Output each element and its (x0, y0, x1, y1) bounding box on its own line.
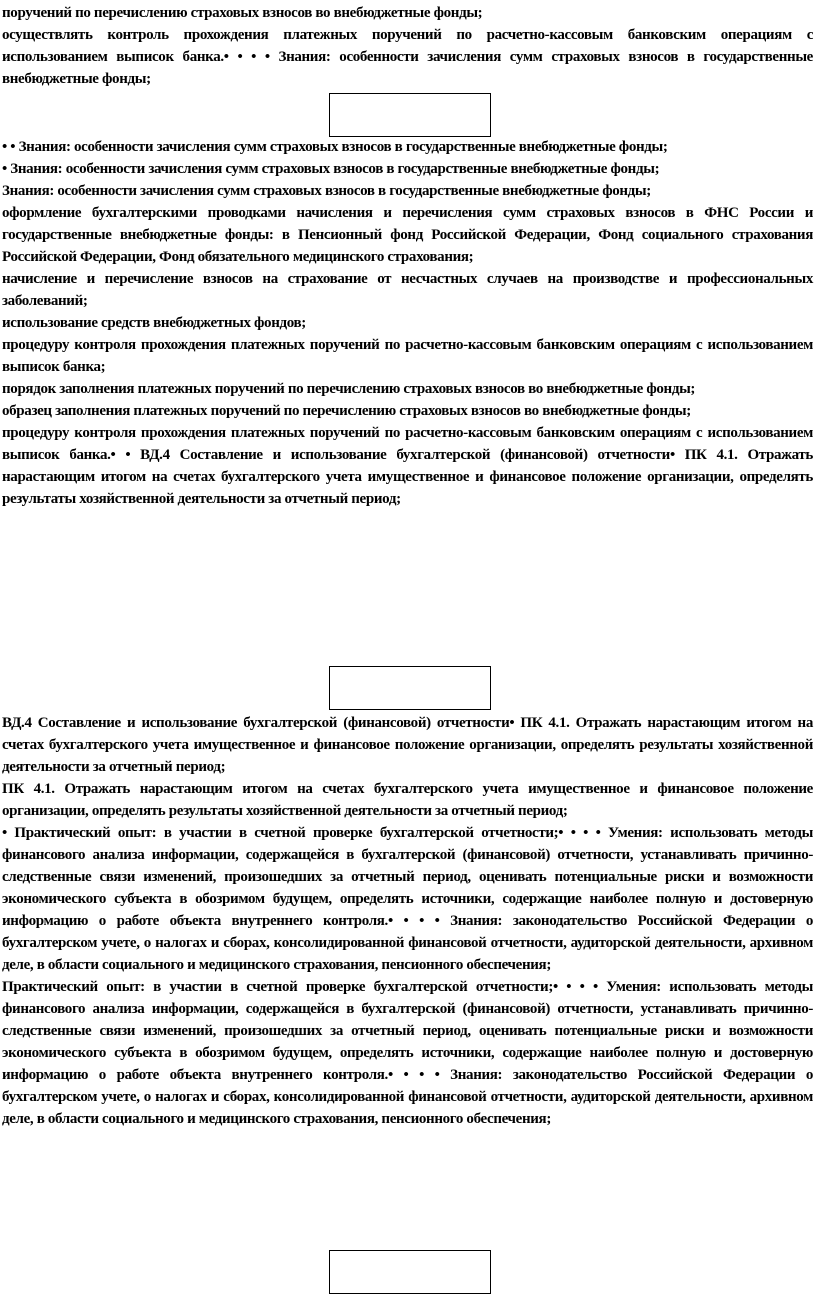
empty-frame (329, 93, 491, 137)
paragraph: процедуру контроля прохождения платежных поручений по расчетно-кассовым банковским операциям с использованием выписок банка; (2, 337, 813, 375)
text-section-1 (2, 2, 813, 90)
empty-frame (329, 666, 491, 710)
paragraph: осуществлять контроль прохождения платежных поручений по расчетно-кассовым банковским операциям с использованием выписок банка.• • • • Знания: особенности зачисления сумм страховых взносов в государственные внебюджетные фонды; (2, 27, 813, 87)
paragraph: начисление и перечисление взносов на страхование от несчастных случаев на производстве и профессиональных заболеваний; (2, 271, 813, 309)
paragraph: • Знания: особенности зачисления сумм страховых взносов в государственные внебюджетные фонды; (2, 161, 660, 177)
paragraph: • • Знания: особенности зачисления сумм страховых взносов в государственные внебюджетные фонды; (2, 139, 668, 155)
paragraph: процедуру контроля прохождения платежных поручений по расчетно-кассовым банковским операциям с использованием выписок банка.• • ВД.4 Составление и использование бухгалтерской (финансовой) отчетности• ПК 4.1. Отражать нарастающим итогом на счетах бухгалтерского учета имущественное и финансовое положение организации, определять результаты хозяйственной деятельности за отчетный период; (2, 425, 813, 507)
paragraph: использование средств внебюджетных фондов; (2, 315, 306, 331)
paragraph: Практический опыт: в участии в счетной проверке бухгалтерской отчетности;• • • • Умения: использовать методы финансового анализа информации, содержащейся в бухгалтерской (финансовой) отчетности, устанавливать причинно-следственные связи изменений, произошедших за отчетный период, оценивать потенциальные риски и возможности экономического субъекта в обозримом будущем, определять источники, содержащие наиболее полную и достоверную информацию о работе объекта внутреннего контроля.• • • • Знания: законодательство Российской Федерации о бухгалтерском учете, о налогах и сборах, консолидированной финансовой отчетности, аудиторской деятельности, архивном деле, в области социального и медицинского страхования, пенсионного обеспечения; (2, 979, 813, 1127)
text-section-2 (2, 136, 813, 510)
paragraph: ВД.4 Составление и использование бухгалтерской (финансовой) отчетности• ПК 4.1. Отражать нарастающим итогом на счетах бухгалтерского учета имущественное и финансовое положение организации, определять результаты хозяйственной деятельности за отчетный период; (2, 715, 813, 775)
paragraph: оформление бухгалтерскими проводками начисления и перечисления сумм страховых взносов в ФНС России и государственные внебюджетные фонды: в Пенсионный фонд Российской Федерации, Фонд социального страхования Российской Федерации, Фонд обязательного медицинского страхования; (2, 205, 813, 265)
paragraph: • Практический опыт: в участии в счетной проверке бухгалтерской отчетности;• • • • Умения: использовать методы финансового анализа информации, содержащейся в бухгалтерской (финансовой) отчетности, устанавливать причинно-следственные связи изменений, произошедших за отчетный период, оценивать потенциальные риски и возможности экономического субъекта в обозримом будущем, определять источники, содержащие наиболее полную и достоверную информацию о работе объекта внутреннего контроля.• • • • Знания: законодательство Российской Федерации о бухгалтерском учете, о налогах и сборах, консолидированной финансовой отчетности, аудиторской деятельности, архивном деле, в области социального и медицинского страхования, пенсионного обеспечения; (2, 825, 813, 973)
empty-frame (329, 1250, 491, 1294)
paragraph: ПК 4.1. Отражать нарастающим итогом на счетах бухгалтерского учета имущественное и финансовое положение организации, определять результаты хозяйственной деятельности за отчетный период; (2, 781, 813, 819)
paragraph: порядок заполнения платежных поручений по перечислению страховых взносов во внебюджетные фонды; (2, 381, 696, 397)
paragraph: Знания: особенности зачисления сумм страховых взносов в государственные внебюджетные фонды; (2, 183, 651, 199)
paragraph: поручений по перечислению страховых взносов во внебюджетные фонды; (2, 5, 483, 21)
paragraph: образец заполнения платежных поручений по перечислению страховых взносов во внебюджетные фонды; (2, 403, 691, 419)
text-section-3 (2, 712, 813, 1130)
